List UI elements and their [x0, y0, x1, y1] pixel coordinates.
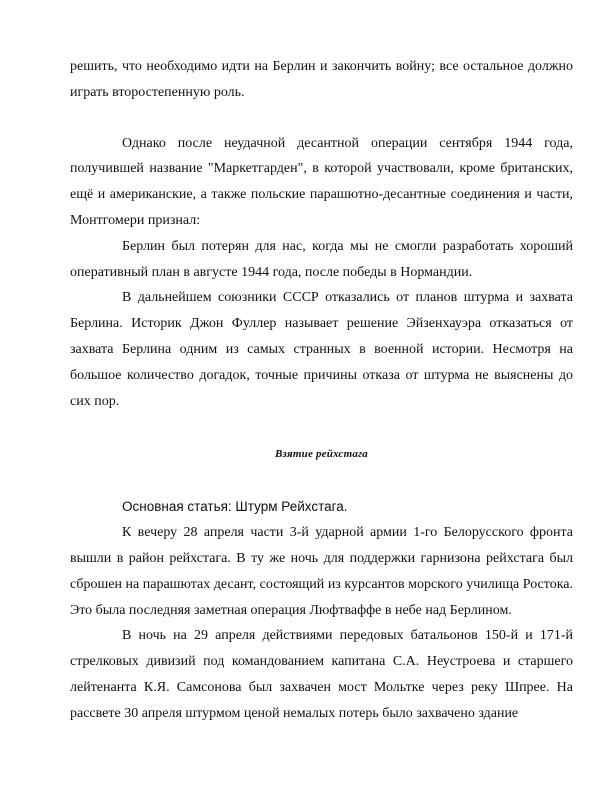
main-article-note: Основная статья: Штурм Рейхстага.: [122, 499, 348, 515]
paragraph-april-29: В ночь на 29 апреля действиями передовых батальонов 150-й и 171-й стрелковых дивизий под командованием капитана С.А. Неустроева и старшего лейтенанта К.Я. Самсонова был захвачен мост Мольтке через реку Шпрее. На рассвете 30 апреля штурмом ценой немалых потерь было захвачено здание: [70, 628, 573, 721]
document-page: [70, 54, 573, 727]
paragraph-market-garden: Однако после неудачной десантной операции сентября 1944 года, получившей название "Маркетгарден", в которой участвовали, кроме британских, ещё и американские, а также польские парашютно-десантные соединения и части, Монтгомери признал:: [70, 135, 573, 228]
paragraph-montgomery-quote: Берлин был потерян для нас, когда мы не смогли разработать хороший оперативный план в августе 1944 года, после победы в Нормандии.: [70, 238, 573, 280]
section-heading: Взятие рейхстага: [274, 448, 369, 461]
paragraph-continuation: решить, что необходимо идти на Берлин и закончить войну; все остальное должно играть второстепенную роль.: [70, 59, 573, 100]
paragraph-allies-decision: В дальнейшем союзники СССР отказались от планов штурма и захвата Берлина. Историк Джон Фуллер называет решение Эйзенхауэра отказаться от захвата Берлина одним из самых странных в военной истории. Несмотря на большое количество догадок, точные причины отказа от штурма не выяснены до сих пор.: [70, 290, 573, 409]
paragraph-april-28: К вечеру 28 апреля части 3-й ударной армии 1-го Белорусского фронта вышли в район рейхстага. В ту же ночь для поддержки гарнизона рейхстага был сброшен на парашютах десант, состоящий из курсантов морского училища Ростока. Это была последняя заметная операция Люфтваффе в небе над Берлином.: [70, 525, 573, 618]
